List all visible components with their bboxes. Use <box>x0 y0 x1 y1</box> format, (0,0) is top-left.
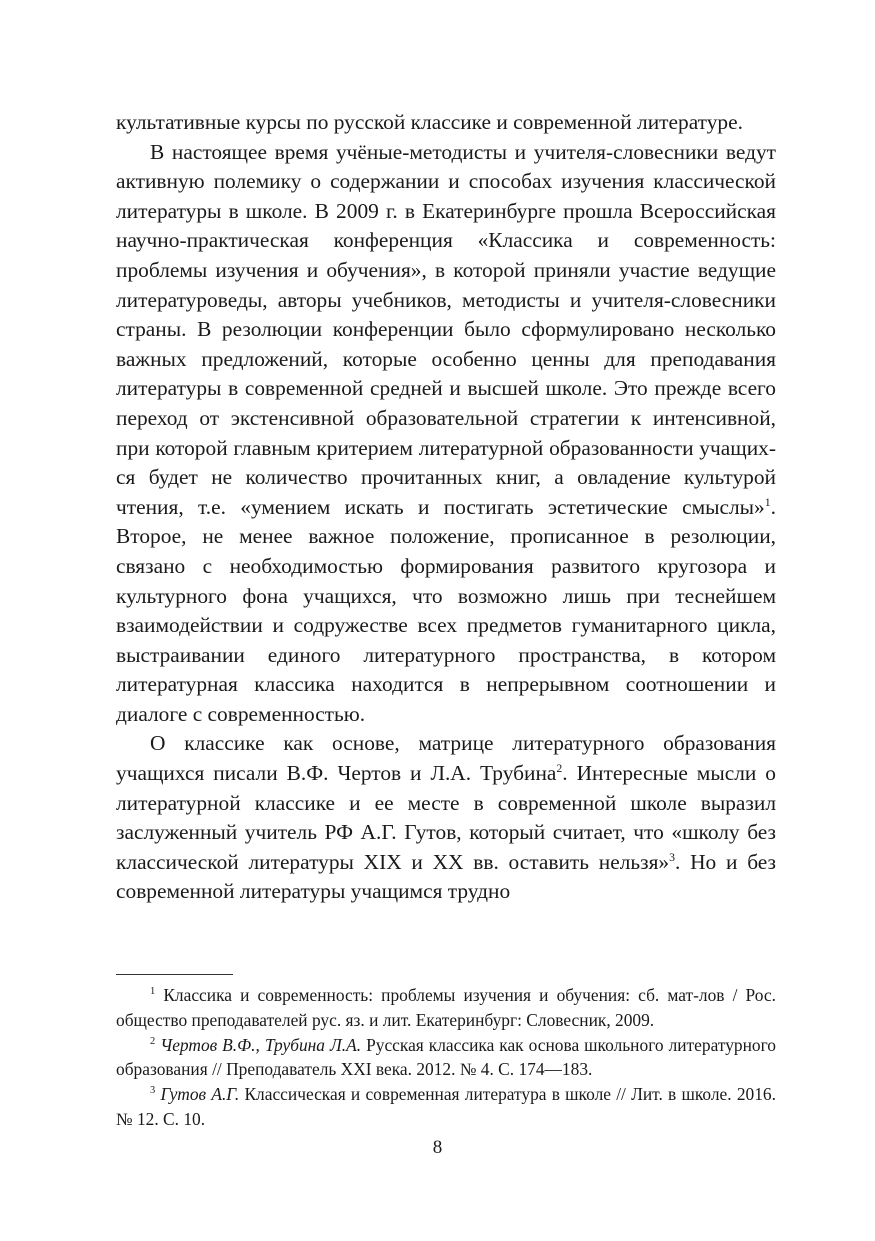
footnote-2 <box>116 1033 776 1083</box>
paragraph-3 <box>116 729 776 907</box>
paragraph-1 <box>116 108 776 138</box>
paragraph-3-text-cont: . Интересные мысли о литературной классике и ее месте в современной школе выразил заслуженный учитель РФ А.Г. Гутов, который считает, что «школу без классической литературы XIX и XX вв. оставить нельзя» <box>116 761 776 874</box>
paragraph-2-text-cont: . Второе, не менее важное положение, прописанное в резолюции, связано с необходимостью формирования развитого кругозора и культурного фона учащихся, что возможно лишь при теснейшем взаимодействии и содружестве всех предметов гуманитарного цикла, выстраивании единого литературного пространства, в котором литературная классика находится в непрерывном соотношении и диалоге с современностью. <box>116 494 776 726</box>
footnote-2-author: Чертов В.Ф., Трубина Л.А. <box>160 1034 362 1055</box>
footnote-1-text: Классика и современность: проблемы изучения и обучения: сб. мат-лов / Рос. общество преподавателей рус. яз. и лит. Екатеринбург: Словесник, 2009. <box>116 985 776 1030</box>
paragraph-1-text: культативные курсы по русской классике и современной литературе. <box>116 110 743 134</box>
footnote-1-number: 1 <box>150 986 156 998</box>
page-number: 8 <box>432 1137 443 1158</box>
footnote-divider <box>116 974 233 975</box>
footnote-ref-2: 2 <box>556 761 563 775</box>
footnote-2-number: 2 <box>150 1035 156 1047</box>
footnote-2-text: Русская классика как основа школьного литературного образования // Преподаватель XXI века. 2012. № 4. С. 174—183. <box>116 1034 776 1080</box>
main-text <box>116 108 776 907</box>
footnotes <box>116 983 776 1132</box>
paragraph-2 <box>116 138 776 730</box>
footnote-3-text: Классическая и современная литература в школе // Лит. в школе. 2016. № 12. С. 10. <box>116 1084 776 1129</box>
footnote-ref-3: 3 <box>669 850 676 864</box>
footnote-3-author: Гутов А.Г. <box>160 1084 240 1105</box>
footnote-3-number: 3 <box>150 1085 156 1097</box>
footnote-1 <box>116 983 776 1033</box>
paragraph-2-text: В настоящее время учёные-методисты и учителя-словесники ведут активную полемику о содержании и способах изучения классической литературы в школе. В 2009 г. в Екатеринбурге прошла Всероссийская научно-практическая конференция «Классика и современность: проблемы изучения и обучения», в которой приняли участие ведущие литературоведы, авторы учебников, методисты и учителя-словесники страны. В резолюции конференции было сформулировано несколько важных предложений, которые особенно ценны для преподавания литературы в современной средней и высшей школе. Это прежде всего переход от экстенсивной образовательной стратегии к интенсивной, при которой главным критерием литературной образованности учащихся будет не количество прочитанных книг, а овладение культурой чтения, т.е. «умением искать и постигать эстетические смыслы» <box>116 139 776 519</box>
footnote-3 <box>116 1082 776 1132</box>
paragraph-3-text: О классике как основе, матрице литературного образования учащихся писали В.Ф. Чертов и Л.А. Трубина <box>116 731 776 786</box>
paragraph-3-text-end: . Но и без современной литературы учащимся трудно <box>116 849 776 904</box>
footnote-ref-1: 1 <box>764 495 771 509</box>
